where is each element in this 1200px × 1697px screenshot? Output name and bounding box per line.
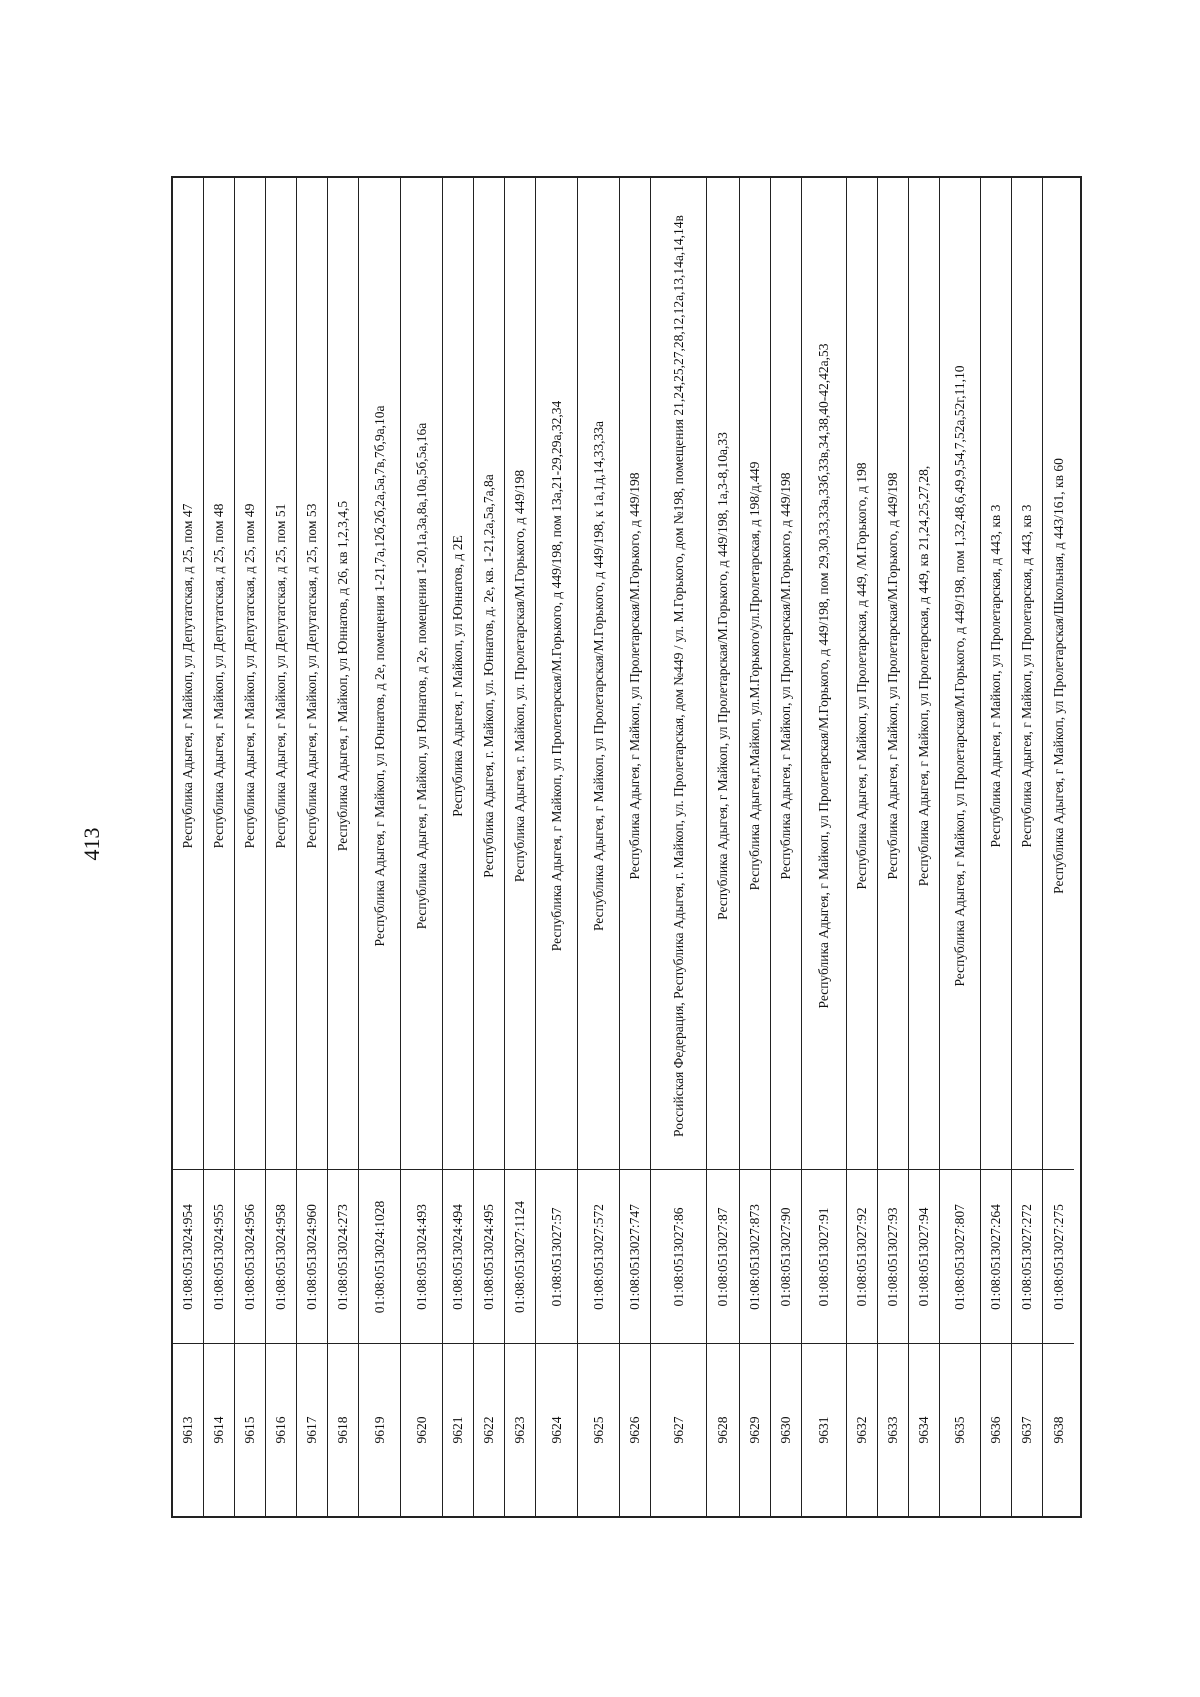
cadastral-number-cell (173, 1169, 203, 1343)
table-row (401, 178, 443, 1516)
cadastral-number-text: 01:08:0513027:272 (1019, 1203, 1034, 1310)
cadastral-number-cell (981, 1169, 1011, 1343)
cadastral-number-text: 01:08:0513027:747 (627, 1203, 642, 1310)
row-number-cell (359, 1343, 400, 1516)
row-number-text: 9616 (273, 1416, 288, 1444)
row-number-text: 9620 (413, 1416, 429, 1444)
registry-table (171, 176, 1082, 1518)
cadastral-number-text: 01:08:0513027:86 (670, 1206, 686, 1307)
cadastral-number-text: 01:08:0513024:958 (273, 1203, 288, 1310)
address-cell (359, 178, 400, 1173)
table-row (620, 178, 651, 1516)
table-row (909, 178, 940, 1516)
address-text: Республика Адыгея, г Майкоп, ул Пролетарская/М.Горького, д 449/198, пом 29,30,33,33а,33б,33в,34,38,40-42,42а,53 (816, 343, 831, 1008)
row-number-cell (204, 1343, 234, 1516)
cadastral-number-cell (620, 1169, 650, 1343)
cadastral-number-text: 01:08:0513024:273 (335, 1203, 350, 1310)
cadastral-number-cell (707, 1169, 739, 1343)
cadastral-number-text: 01:08:0513027:572 (590, 1203, 606, 1310)
row-number-text: 9622 (481, 1416, 496, 1444)
cadastral-number-cell (401, 1169, 442, 1343)
cadastral-number-cell (771, 1169, 801, 1343)
address-text: Республика Адыгея, г. Майкоп, ул. Пролетарская/М.Горького, д 449/198 (512, 469, 527, 882)
cadastral-number-text: 01:08:0513024:1028 (371, 1200, 387, 1313)
table-row (297, 178, 328, 1516)
cadastral-number-cell (909, 1169, 939, 1343)
row-number-text: 9630 (778, 1416, 793, 1444)
table-row (651, 178, 707, 1516)
row-number-cell (328, 1343, 358, 1516)
row-number-text: 9623 (512, 1416, 527, 1444)
cadastral-number-text: 01:08:0513027:87 (715, 1206, 730, 1307)
row-number-cell (802, 1343, 846, 1516)
address-text: Республика Адыгея, г Майкоп, ул Пролетарская, д 443, кв 3 (988, 504, 1003, 847)
address-text: Республика Адыгея, г Майкоп, ул Пролетарская/М.Горького, д 449/198, к 1а,1д,14,33,33а (590, 420, 606, 931)
address-text: Республика Адыгея, г Майкоп, ул Депутатская, д 25, пом 48 (211, 503, 226, 848)
table-row (847, 178, 878, 1516)
table-row (173, 178, 204, 1516)
row-number-cell (401, 1343, 442, 1516)
row-number-text: 9628 (715, 1416, 730, 1444)
address-text: Республика Адыгея, г Майкоп, ул Пролетарская/М.Горького, д 449/198, пом 1,32,48,6,49,9,54,7,52а,52г,11,10 (952, 364, 967, 987)
cadastral-number-text: 01:08:0513027:57 (548, 1206, 564, 1307)
row-number-text: 9629 (747, 1416, 762, 1444)
row-number-cell (505, 1343, 535, 1516)
row-number-text: 9619 (371, 1416, 387, 1444)
table-row (940, 178, 981, 1516)
address-cell (204, 178, 234, 1173)
table-row (359, 178, 401, 1516)
address-cell (909, 178, 939, 1173)
cadastral-number-cell (802, 1169, 846, 1343)
row-number-text: 9613 (180, 1416, 195, 1444)
address-cell (740, 178, 770, 1173)
address-cell (474, 178, 504, 1173)
row-number-text: 9636 (988, 1416, 1003, 1444)
row-number-cell (474, 1343, 504, 1516)
address-text: Республика Адыгея, г Майкоп, ул Пролетарская/М.Горького, д 449/198, пом 13а,21-29,29а,32,34 (548, 400, 564, 951)
table-row (771, 178, 802, 1516)
row-number-cell (173, 1343, 203, 1516)
address-cell (878, 178, 908, 1173)
table-row (740, 178, 771, 1516)
address-text: Республика Адыгея, г Майкоп, ул Пролетарская/М.Горького, д 449/198 (627, 471, 642, 880)
address-text: Республика Адыгея,г.Майкоп, ул.М.Горького/ул.Пролетарская, д 198/д.449 (747, 461, 762, 890)
row-number-text: 9626 (627, 1416, 642, 1444)
address-cell (578, 178, 619, 1173)
cadastral-number-cell (505, 1169, 535, 1343)
cadastral-number-cell (359, 1169, 400, 1343)
row-number-text: 9635 (952, 1416, 967, 1444)
address-cell (1012, 178, 1042, 1173)
address-text: Республика Адыгея, г Майкоп, ул Пролетарская, д 443, кв 3 (1019, 504, 1034, 847)
row-number-text: 9621 (450, 1416, 465, 1444)
address-cell (707, 178, 739, 1173)
row-number-text: 9634 (916, 1416, 931, 1444)
address-text: Республика Адыгея, г Майкоп, ул Депутатская, д 25, пом 53 (304, 503, 319, 848)
address-cell (981, 178, 1011, 1173)
address-text: Республика Адыгея, г Майкоп, ул Депутатская, д 25, пом 49 (242, 503, 257, 848)
cadastral-number-text: 01:08:0513027:92 (854, 1206, 869, 1307)
row-number-text: 9627 (670, 1416, 686, 1444)
cadastral-number-text: 01:08:0513027:91 (816, 1206, 831, 1307)
table-row (328, 178, 359, 1516)
cadastral-number-cell (878, 1169, 908, 1343)
row-number-cell (740, 1343, 770, 1516)
row-number-cell (536, 1343, 577, 1516)
cadastral-number-cell (297, 1169, 327, 1343)
row-number-cell (1012, 1343, 1042, 1516)
cadastral-number-cell (740, 1169, 770, 1343)
address-text: Республика Адыгея, г Майкоп, ул Депутатская, д 25, пом 47 (180, 503, 195, 848)
address-cell (266, 178, 296, 1173)
address-cell (443, 178, 473, 1173)
row-number-text: 9624 (548, 1416, 564, 1444)
address-cell (401, 178, 442, 1173)
cadastral-number-text: 01:08:0513024:954 (180, 1203, 195, 1310)
address-cell (536, 178, 577, 1173)
cadastral-number-cell (443, 1169, 473, 1343)
cadastral-number-text: 01:08:0513027:94 (916, 1206, 931, 1307)
table-row (1012, 178, 1043, 1516)
cadastral-number-text: 01:08:0513024:960 (304, 1203, 319, 1310)
cadastral-number-cell (266, 1169, 296, 1343)
cadastral-number-text: 01:08:0513024:493 (413, 1203, 429, 1310)
cadastral-number-cell (474, 1169, 504, 1343)
cadastral-number-text: 01:08:0513027:275 (1050, 1203, 1066, 1310)
address-text: Республика Адыгея, г Майкоп, ул Юннатов, д 26, кв 1,2,3,4,5 (335, 500, 350, 851)
row-number-cell (981, 1343, 1011, 1516)
cadastral-number-text: 01:08:0513027:264 (988, 1203, 1003, 1310)
row-number-text: 9625 (590, 1416, 606, 1444)
address-text: Республика Адыгея, г Майкоп, ул Пролетарская/М.Горького, д 449/198, 1а,3-8,10а,33 (715, 431, 730, 920)
row-number-cell (771, 1343, 801, 1516)
row-number-cell (297, 1343, 327, 1516)
row-number-text: 9618 (335, 1416, 350, 1444)
row-number-text: 9638 (1050, 1416, 1066, 1444)
address-text: Республика Адыгея, г Майкоп, ул Депутатская, д 25, пом 51 (273, 503, 288, 848)
page-number-text: 413 (79, 827, 104, 861)
address-text: Республика Адыгея, г Майкоп, ул Пролетарская, д 449, кв 21,24,25,27,28, (916, 465, 931, 886)
address-cell (620, 178, 650, 1173)
row-number-text: 9631 (816, 1416, 831, 1444)
address-cell (235, 178, 265, 1173)
cadastral-number-text: 01:08:0513024:956 (242, 1203, 257, 1310)
address-cell (297, 178, 327, 1173)
table-row (235, 178, 266, 1516)
address-text: Республика Адыгея, г Майкоп, ул Юннатов, д 2Е (450, 534, 465, 817)
cadastral-number-text: 01:08:0513027:90 (778, 1206, 793, 1307)
row-number-cell (443, 1343, 473, 1516)
cadastral-number-cell (940, 1169, 980, 1343)
address-cell (940, 178, 980, 1173)
address-cell (173, 178, 203, 1173)
address-cell (1043, 178, 1074, 1173)
address-cell (847, 178, 877, 1173)
row-number-cell (578, 1343, 619, 1516)
cadastral-number-cell (1043, 1169, 1074, 1343)
cadastral-number-text: 01:08:0513027:93 (885, 1206, 900, 1307)
cadastral-number-cell (651, 1169, 706, 1343)
address-text: Республика Адыгея, г. Майкоп, ул. Юннатов, д. 2е, кв. 1-21,2а,5а,7а,8а (481, 473, 496, 878)
row-number-cell (235, 1343, 265, 1516)
cadastral-number-cell (328, 1169, 358, 1343)
row-number-text: 9614 (211, 1416, 226, 1444)
row-number-cell (909, 1343, 939, 1516)
row-number-cell (266, 1343, 296, 1516)
cadastral-number-cell (536, 1169, 577, 1343)
table-row (707, 178, 740, 1516)
address-text: Республика Адыгея, г Майкоп, ул Юннатов, д 2е, помещения 1-20,1а,3а,8а,10а,5б,5а,16а (413, 422, 429, 929)
address-text: Республика Адыгея, г Майкоп, ул Пролетарская/М.Горького, д 449/198 (778, 471, 793, 880)
table-row (578, 178, 620, 1516)
cadastral-number-text: 01:08:0513024:495 (481, 1203, 496, 1310)
address-text: Республика Адыгея, г Майкоп, ул Юннатов, д 2е, помещения 1-21,7а,12б,2б,2а,5а,7в,7б,9а,10а (371, 405, 387, 946)
cadastral-number-cell (578, 1169, 619, 1343)
table-row (1043, 178, 1074, 1516)
cadastral-number-text: 01:08:0513024:494 (450, 1203, 465, 1310)
address-cell (651, 178, 706, 1173)
cadastral-number-text: 01:08:0513027:873 (747, 1203, 762, 1310)
row-number-cell (651, 1343, 706, 1516)
row-number-cell (620, 1343, 650, 1516)
cadastral-number-text: 01:08:0513027:807 (952, 1203, 967, 1310)
page-number (72, 822, 112, 866)
row-number-text: 9617 (304, 1416, 319, 1444)
table-row (204, 178, 235, 1516)
row-number-cell (847, 1343, 877, 1516)
address-text: Республика Адыгея, г Майкоп, ул Пролетарская/Школьная, д 443/161, кв 60 (1050, 457, 1066, 894)
table-row (878, 178, 909, 1516)
table-row (505, 178, 536, 1516)
table-row (981, 178, 1012, 1516)
address-text: Российская Федерация, Республика Адыгея, г. Майкоп, ул. Пролетарская, дом №449 / ул. М.Горького, дом №198, помещения 21,24,25,27,28,12,12а,13,14а,14,14в (670, 214, 686, 1137)
table-row (474, 178, 505, 1516)
table-row (266, 178, 297, 1516)
cadastral-number-cell (1012, 1169, 1042, 1343)
address-text: Республика Адыгея, г Майкоп, ул Пролетарская, д 449, /М.Горького, д 198 (854, 461, 869, 890)
address-cell (505, 178, 535, 1173)
address-text: Республика Адыгея, г Майкоп, ул Пролетарская/М.Горького, д 449/198 (885, 471, 900, 880)
table-row (443, 178, 474, 1516)
address-cell (771, 178, 801, 1173)
address-cell (328, 178, 358, 1173)
row-number-text: 9633 (885, 1416, 900, 1444)
row-number-text: 9632 (854, 1416, 869, 1444)
table-row (536, 178, 578, 1516)
row-number-cell (878, 1343, 908, 1516)
row-number-cell (1043, 1343, 1074, 1516)
cadastral-number-text: 01:08:0513027:1124 (512, 1200, 527, 1313)
row-number-text: 9637 (1019, 1416, 1034, 1444)
cadastral-number-cell (204, 1169, 234, 1343)
row-number-cell (940, 1343, 980, 1516)
row-number-cell (707, 1343, 739, 1516)
table-row (802, 178, 847, 1516)
row-number-text: 9615 (242, 1416, 257, 1444)
cadastral-number-cell (235, 1169, 265, 1343)
address-cell (802, 178, 846, 1173)
cadastral-number-cell (847, 1169, 877, 1343)
cadastral-number-text: 01:08:0513024:955 (211, 1203, 226, 1310)
